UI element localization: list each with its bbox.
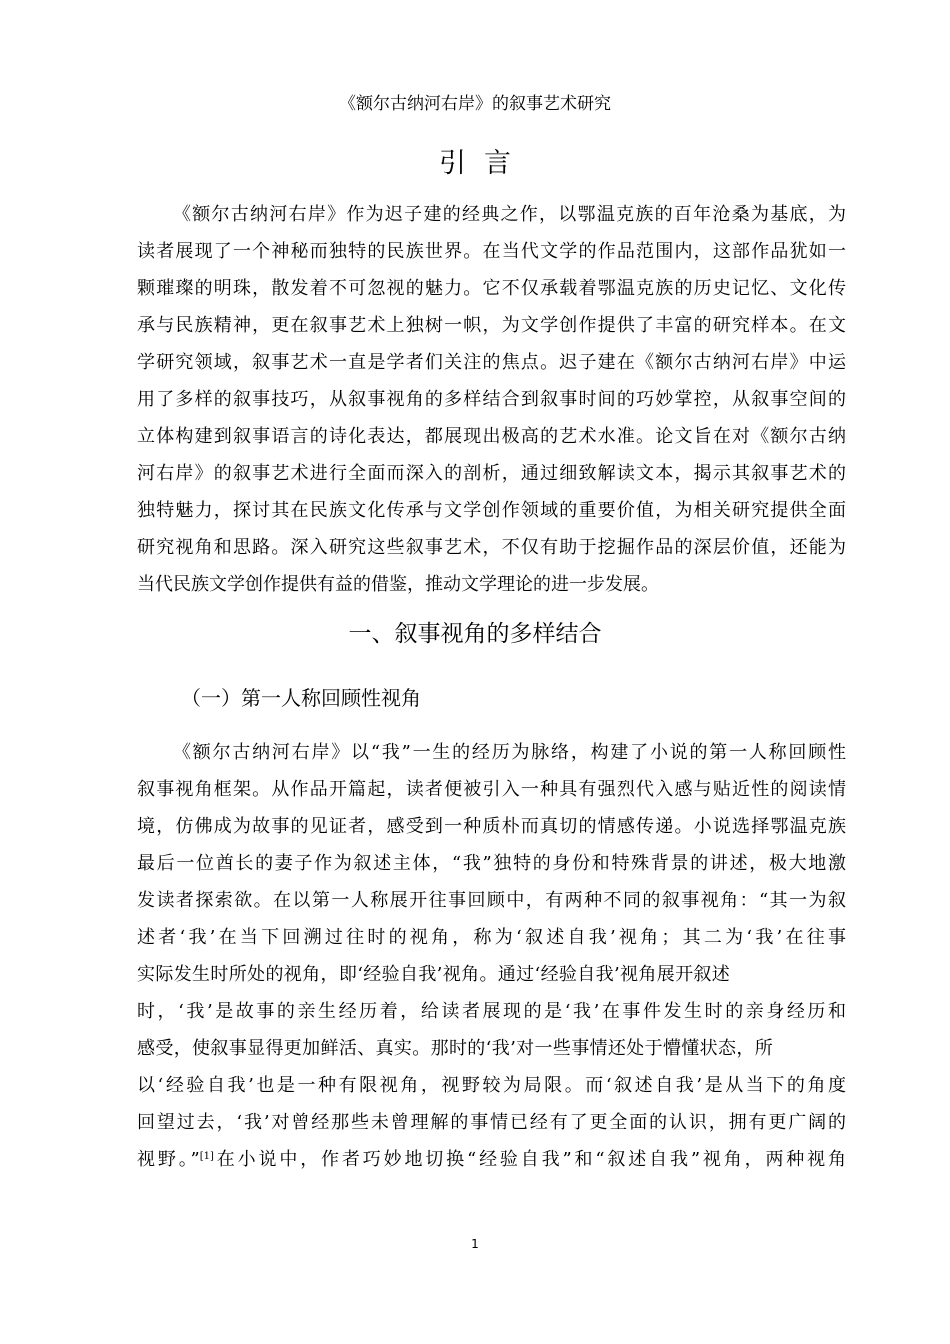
body-line: 《额尔古纳河右岸》以“我”一生的经历为脉络，构建了小说的第一人称回顾性 [173,742,846,763]
body-line: 述者‘我’在当下回溯过往时的视角，称为‘叙述自我’视角；其二为‘我’在往事 [137,927,846,948]
body-line: 叙事视角框架。从作品开篇起，读者便被引入一种具有强烈代入感与贴近性的阅读情 [137,779,846,800]
body-line-with-citation [137,1151,846,1169]
body-text: 视野。” [137,1149,200,1170]
body-line: 境，仿佛成为故事的见证者，感受到一种质朴而真切的情感传递。小说选择鄂温克族 [137,816,846,837]
citation-mark[interactable]: [1] [199,1151,214,1162]
body-line: 颗璀璨的明珠，散发着不可忽视的魅力。它不仅承载着鄂温克族的历史记忆、文化传 [137,278,846,299]
body-line: 感受，使叙事显得更加鲜活、真实。那时的‘我’对一些事情还处于懵懂状态，所 [137,1038,774,1059]
intro-title: 引言 [439,148,529,179]
body-line: 实际发生时所处的视角，即‘经验自我’视角。通过‘经验自我’视角展开叙述 [137,964,731,985]
body-line: 河右岸》的叙事艺术进行全面而深入的剖析，通过细致解读文本，揭示其叙事艺术的 [137,463,846,484]
body-line: 《额尔古纳河右岸》作为迟子建的经典之作，以鄂温克族的百年沧桑为基底，为 [173,204,846,225]
body-line: 读者展现了一个神秘而独特的民族世界。在当代文学的作品范围内，这部作品犹如一 [137,241,846,262]
body-text: 在小说中，作者巧妙地切换“经验自我”和“叙述自我”视角，两种视角 [213,1149,847,1170]
body-line: 以‘经验自我’也是一种有限视角，视野较为局限。而‘叙述自我’是从当下的角度 [137,1075,846,1096]
body-line: 研究视角和思路。深入研究这些叙事艺术，不仅有助于挖掘作品的深层价值，还能为 [137,537,846,558]
body-line: 承与民族精神，更在叙事艺术上独树一帜，为文学创作提供了丰富的研究样本。在文 [137,315,846,336]
body-line: 用了多样的叙事技巧，从叙事视角的多样结合到叙事时间的巧妙掌控，从叙事空间的 [137,389,846,410]
body-line: 当代民族文学创作提供有益的借鉴，推动文学理论的进一步发展。 [137,574,659,595]
body-line: 最后一位酋长的妻子作为叙述主体，“我”独特的身份和特殊背景的讲述，极大地激 [137,853,846,874]
running-header: 《额尔古纳河右岸》的叙事艺术研究 [339,94,611,114]
section-heading: 一、叙事视角的多样结合 [348,621,602,647]
page-number: 1 [471,1237,479,1251]
body-line: 发读者探索欲。在以第一人称展开往事回顾中，有两种不同的叙事视角：“其一为叙 [137,890,846,911]
body-line: 独特魅力，探讨其在民族文化传承与文学创作领域的重要价值，为相关研究提供全面 [137,500,846,521]
body-line: 学研究领域，叙事艺术一直是学者们关注的焦点。迟子建在《额尔古纳河右岸》中运 [137,352,846,373]
body-line: 立体构建到叙事语言的诗化表达，都展现出极高的艺术水准。论文旨在对《额尔古纳 [137,426,846,447]
subsection-heading: （一）第一人称回顾性视角 [181,686,421,710]
body-line: 时，‘我’是故事的亲生经历着，给读者展现的是‘我’在事件发生时的亲身经历和 [137,1001,846,1022]
body-line: 回望过去，‘我’对曾经那些未曾理解的事情已经有了更全面的认识，拥有更广阔的 [137,1112,846,1133]
